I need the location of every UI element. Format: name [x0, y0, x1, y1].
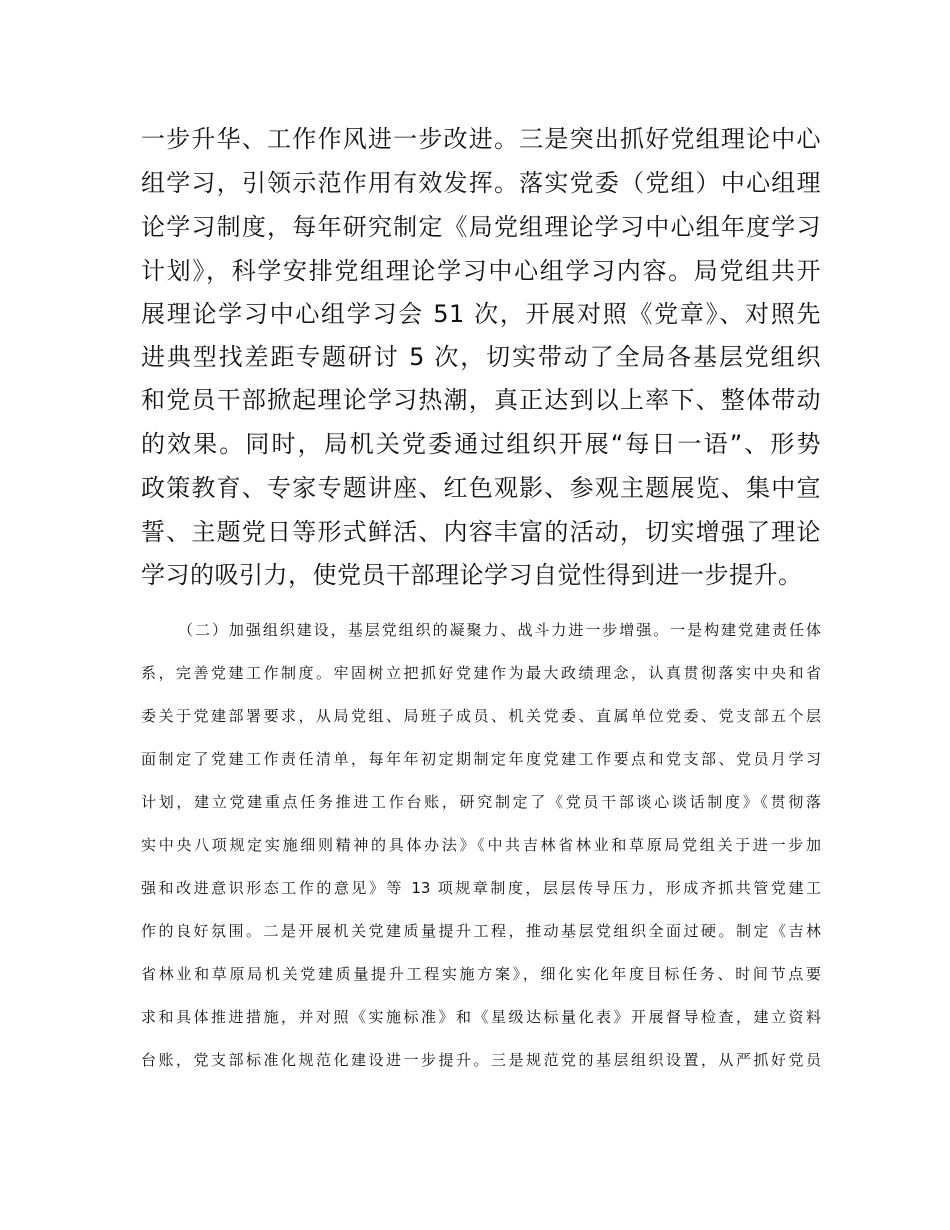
- paragraph-line: 进典型找差距专题研讨 5 次，切实带动了全局各基层党组织: [141, 343, 821, 371]
- paragraph-line: 一步升华、工作作风进一步改进。三是突出抓好党组理论中心: [141, 125, 821, 153]
- paragraph-line: 计划》，科学安排党组理论学习中心组学习内容。局党组共开: [141, 257, 821, 285]
- paragraph-line: 誓、主题党日等形式鲜活、内容丰富的活动，切实增强了理论: [141, 518, 821, 546]
- paragraph-line: 政策教育、专家专题讲座、红色观影、参观主题展览、集中宣: [141, 474, 821, 502]
- paragraph-line: 台账，党支部标准化规范化建设进一步提升。三是规范党的基层组织设置，从严抓好党员: [141, 1051, 821, 1069]
- paragraph-line: 系，完善党建工作制度。牢固树立把抓好党建作为最大政绩理念，认真贯彻落实中央和省: [141, 664, 821, 682]
- paragraph-line: 委关于党建部署要求，从局党组、局班子成员、机关党委、直属单位党委、党支部五个层: [141, 707, 821, 725]
- paragraph-line: 实中央八项规定实施细则精神的具体办法》《中共吉林省林业和草原局党组关于进一步加: [141, 836, 821, 854]
- paragraph-line: 求和具体推进措施，并对照《实施标准》和《星级达标量化表》开展督导检查，建立资料: [141, 1008, 821, 1026]
- paragraph-line: 的效果。同时，局机关党委通过组织开展“每日一语”、形势: [141, 430, 821, 458]
- paragraph-line: 展理论学习中心组学习会 51 次，开展对照《党章》、对照先: [141, 300, 821, 328]
- paragraph-line: 作的良好氛围。二是开展机关党建质量提升工程，推动基层党组织全面过硬。制定《吉林: [141, 922, 821, 940]
- paragraph-line: 面制定了党建工作责任清单，每年年初定期制定年度党建工作要点和党支部、党员月学习: [141, 750, 821, 768]
- paragraph-line: 和党员干部掀起理论学习热潮，真正达到以上率下、整体带动: [141, 386, 821, 414]
- paragraph-line: 计划，建立党建重点任务推进工作台账，研究制定了《党员干部谈心谈话制度》《贯彻落: [141, 793, 821, 811]
- paragraph-line: 论学习制度，每年研究制定《局党组理论学习中心组年度学习: [141, 213, 821, 241]
- paragraph-line: 学习的吸引力，使党员干部理论学习自觉性得到进一步提升。: [141, 561, 803, 589]
- paragraph-line: 省林业和草原局机关党建质量提升工程实施方案》，细化实化年度目标任务、时间节点要: [141, 965, 821, 983]
- paragraph-line: （二）加强组织建设，基层党组织的凝聚力、战斗力进一步增强。一是构建党建责任体: [178, 621, 821, 639]
- paragraph-line: 强和改进意识形态工作的意见》等 13 项规章制度，层层传导压力，形成齐抓共管党建工: [141, 879, 821, 897]
- paragraph-line: 组学习，引领示范作用有效发挥。落实党委（党组）中心组理: [141, 169, 821, 197]
